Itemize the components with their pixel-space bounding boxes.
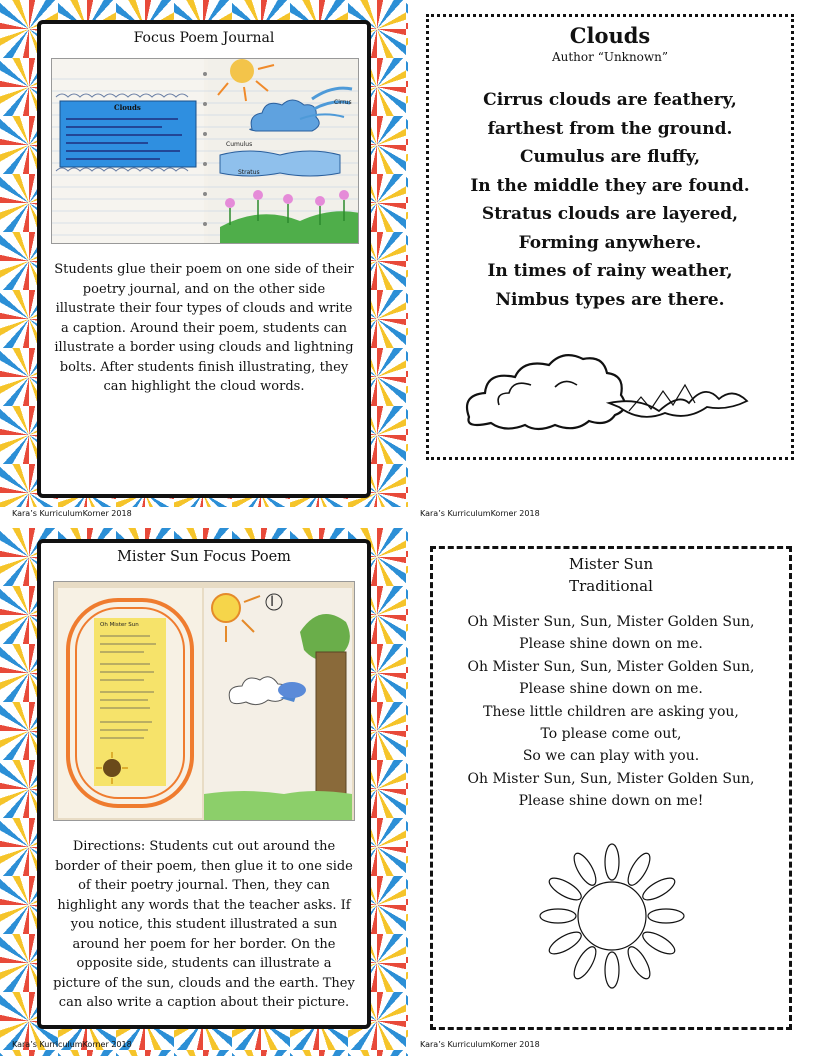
card-title: Mister Sun Focus Poem bbox=[117, 549, 291, 565]
poem-line: In the middle they are found. bbox=[470, 175, 750, 196]
footer-bottom-right: Kara’s KurriculumKorner 2018 bbox=[420, 1040, 540, 1049]
poem-line: So we can play with you. bbox=[522, 748, 700, 765]
poem-author: Author “Unknown” bbox=[551, 50, 669, 64]
sun-outline-illustration bbox=[537, 841, 687, 991]
card-title: Focus Poem Journal bbox=[133, 30, 275, 46]
mister-sun-focus-card bbox=[37, 539, 371, 1029]
footer-top-right: Kara’s KurriculumKorner 2018 bbox=[420, 509, 540, 518]
poem-line: farthest from the ground. bbox=[487, 118, 733, 139]
poem-title: Clouds bbox=[569, 23, 651, 48]
poem-line: In times of rainy weather, bbox=[487, 261, 733, 281]
poem-title: Mister Sun bbox=[568, 555, 654, 573]
sun-journal-illustration bbox=[54, 582, 355, 821]
clouds-illustration bbox=[459, 347, 759, 447]
photo-poem-label: Oh Mister Sun bbox=[100, 622, 139, 628]
poem-lines bbox=[429, 86, 791, 314]
photo-poem-label: Clouds bbox=[114, 103, 141, 112]
journal-photo bbox=[53, 581, 355, 821]
footer-top-left: Kara’s KurriculumKorner 2018 bbox=[12, 509, 132, 518]
poem-line: These little children are asking you, bbox=[483, 703, 739, 720]
clouds-poem-box bbox=[426, 14, 794, 460]
poem-line: Please shine down on me. bbox=[519, 681, 703, 698]
poem-line: Oh Mister Sun, Sun, Mister Golden Sun, bbox=[467, 658, 755, 675]
card-description: Students glue their poem on one side of their poetry journal, and on the other side illustrate their four types of clouds and write a caption. Around their poem, students can illustrate a border using clouds and lightning bolts. After students finish illustrating, they can highlight the cloud words. bbox=[54, 262, 354, 394]
journal-illustration bbox=[52, 59, 359, 244]
poem-line: To please come out, bbox=[540, 726, 682, 743]
card-description: Directions: Students cut out around the border of their poem, then glue it to one side of their poetry journal. Then, they can highlight any words that the teacher asks. If you notice, this student illustrated a sun around her poem for her border. On the opposite side, students can illustrate a picture of the sun, clouds and the earth. They can also write a caption about their picture. bbox=[53, 839, 355, 1010]
journal-photo bbox=[51, 58, 359, 244]
mister-sun-poem-box bbox=[430, 546, 792, 1030]
poem-lines bbox=[433, 611, 789, 813]
focus-poem-journal-card bbox=[37, 20, 371, 498]
svg-text:I: I bbox=[270, 594, 275, 610]
photo-caption-cumulus: Cumulus bbox=[226, 141, 253, 148]
photo-caption-cirrus: Cirrus bbox=[334, 99, 352, 106]
poem-line: Oh Mister Sun, Sun, Mister Golden Sun, bbox=[467, 614, 755, 630]
poem-line: Cirrus clouds are feathery, bbox=[483, 90, 737, 110]
poem-line: Cumulus are fluffy, bbox=[519, 147, 701, 167]
photo-caption-stratus: Stratus bbox=[238, 169, 260, 176]
poem-line: Please shine down on me! bbox=[518, 793, 704, 810]
footer-bottom-left: Kara’s KurriculumKorner 2018 bbox=[12, 1040, 132, 1049]
poem-line: Forming anywhere. bbox=[518, 232, 702, 253]
poem-line: Please shine down on me. bbox=[519, 636, 703, 653]
poem-line: Stratus clouds are layered, bbox=[481, 204, 739, 224]
poem-line: Oh Mister Sun, Sun, Mister Golden Sun, bbox=[467, 770, 755, 787]
poem-line: Nimbus types are there. bbox=[495, 289, 725, 310]
poem-subtitle: Traditional bbox=[569, 577, 653, 595]
